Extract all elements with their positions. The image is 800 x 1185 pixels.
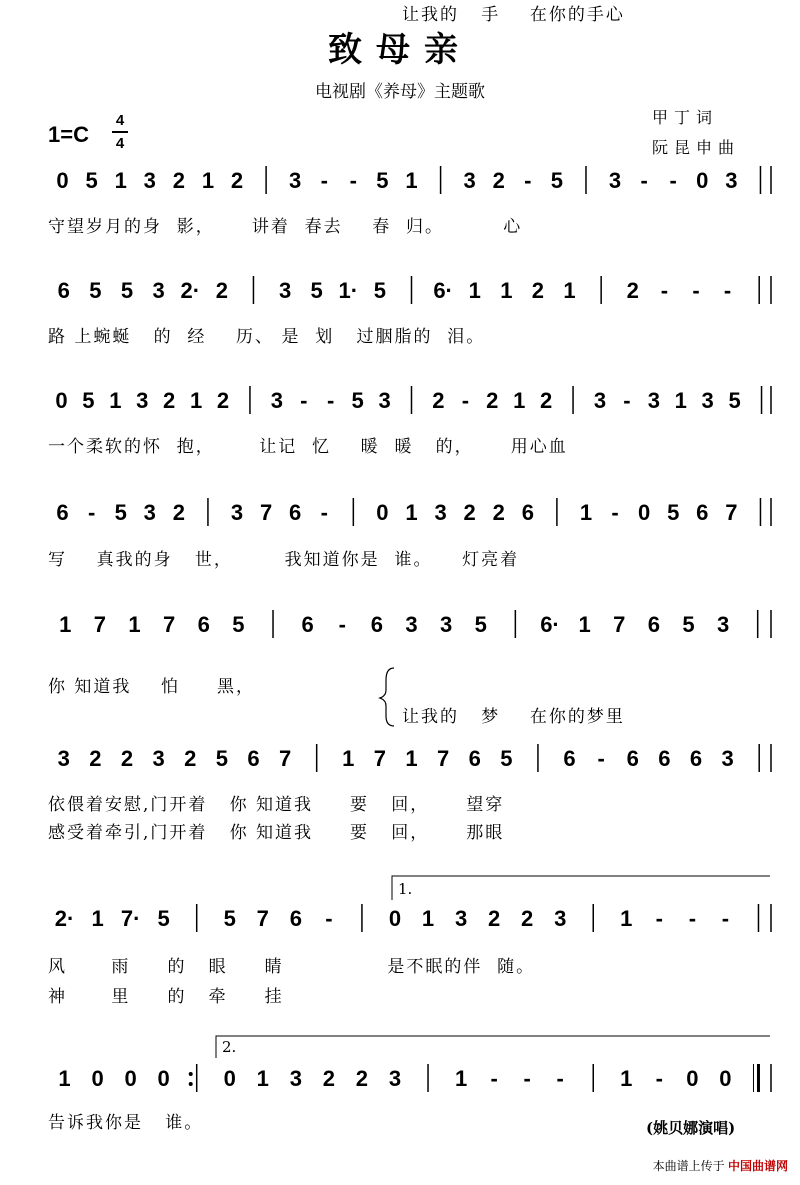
note: 5 [310, 278, 323, 303]
note: 1 [342, 746, 355, 771]
note: 0 [686, 1066, 699, 1091]
note: 5 [85, 168, 98, 193]
note: 1 [578, 612, 591, 637]
note: 2 [531, 278, 545, 303]
note: 2· [54, 906, 75, 931]
note: 5 [474, 612, 487, 637]
time-bottom: 4 [112, 131, 128, 154]
note: 0 [56, 168, 69, 193]
note: 0 [55, 388, 68, 413]
note: 1 [500, 278, 513, 303]
note: 5 [114, 500, 127, 525]
note: 3 [725, 168, 738, 193]
note: 1 [128, 612, 141, 637]
note: 1 [620, 1066, 633, 1091]
note: 2 [540, 388, 553, 413]
note: 1 [563, 278, 576, 303]
note: - [320, 500, 328, 525]
lyric-line: 依偎着安慰,门开着 你 知道我 要 回， 望穿 [48, 795, 505, 815]
note: 3 [143, 168, 156, 193]
note: 3 [647, 388, 660, 413]
note: 5 [82, 388, 95, 413]
note: 2 [486, 388, 499, 413]
note: 6 [689, 746, 703, 771]
note: - [655, 906, 664, 931]
note: 2 [432, 388, 445, 413]
note: 1 [59, 612, 72, 637]
note: 3 [701, 388, 714, 413]
lyric-brace [380, 668, 394, 726]
note: - [723, 278, 732, 303]
note: 6 [289, 500, 302, 525]
note: 6 [696, 500, 709, 525]
note: 5 [682, 612, 695, 637]
note: 7 [725, 500, 738, 525]
note: 3 [388, 1066, 402, 1091]
footer [653, 1157, 788, 1174]
note: - [338, 612, 346, 637]
note: 2 [163, 388, 176, 413]
note: 7 [93, 612, 107, 637]
repeat-dot [189, 1082, 193, 1086]
note: - [327, 388, 335, 413]
volta-1-label: 1. [398, 880, 413, 898]
note: 3 [721, 746, 734, 771]
note: 3 [152, 746, 165, 771]
volta-2-bracket [216, 1036, 770, 1058]
lyric-line: 路 上蜿蜒 的 经 历、 是 划 过胭脂的 泪。 [48, 327, 486, 347]
note: 3 [454, 906, 468, 931]
note: 1 [620, 906, 633, 931]
time-top: 4 [115, 112, 125, 129]
note: 0 [376, 500, 389, 525]
note: 1 [405, 168, 418, 193]
note: 6 [57, 278, 70, 303]
note: 6 [521, 500, 534, 525]
note: 1 [468, 278, 481, 303]
note: 3 [152, 278, 165, 303]
note: 1 [256, 1066, 269, 1091]
lyric-line: 让我的 手 在你的手心 [402, 5, 625, 25]
note: 5 [373, 278, 387, 303]
note: 7 [163, 612, 176, 637]
note: 2 [172, 168, 185, 193]
note: 5 [120, 278, 134, 303]
note: 7 [278, 746, 292, 771]
note: 0 [638, 500, 651, 525]
footer-prefix: 本曲谱上传于 [652, 1159, 725, 1173]
note: 3 [593, 388, 607, 413]
lyric-line: 让我的 梦 在你的梦里 [402, 707, 625, 727]
note: 3 [608, 168, 622, 193]
note: 6 [301, 612, 314, 637]
note: 2 [626, 278, 639, 303]
note: - [325, 906, 333, 931]
note: 3 [57, 746, 70, 771]
note: 6 [468, 746, 481, 771]
note: 6 [247, 746, 260, 771]
note: 2· [180, 278, 201, 303]
note: - [556, 1066, 564, 1091]
lyric-line: 风 雨 的 眼 睛 是不眠的伴 随。 [48, 957, 536, 977]
note: - [721, 906, 730, 931]
note: 3 [434, 500, 447, 525]
lyricist-credit: 甲丁词 [652, 108, 719, 127]
note: - [640, 168, 648, 193]
note: 3 [278, 278, 292, 303]
note: 0 [91, 1066, 104, 1091]
note: 2 [492, 500, 505, 525]
note: 0 [388, 906, 402, 931]
note: 7 [256, 906, 269, 931]
note: 1 [189, 388, 203, 413]
singer-credit: (姚贝娜演唱) [646, 1119, 736, 1137]
lyric-line: 你 知道我 怕 黑， [48, 677, 256, 697]
note: 3 [289, 168, 302, 193]
note: 2 [355, 1066, 369, 1091]
note: 2 [487, 906, 501, 931]
note: - [623, 388, 631, 413]
note: 6· [433, 278, 453, 303]
note: - [524, 168, 532, 193]
note: 0 [157, 1066, 170, 1091]
note: 7 [373, 746, 387, 771]
note: 2 [215, 278, 228, 303]
note: 6· [540, 612, 560, 637]
repeat-dot [189, 1072, 193, 1076]
volta-1-bracket [392, 876, 770, 900]
note: 6 [658, 746, 671, 771]
note: 7 [259, 500, 273, 525]
note: 6 [563, 746, 576, 771]
note: 5 [223, 906, 236, 931]
note: - [461, 388, 470, 413]
note: 1· [338, 278, 359, 303]
note: 1 [109, 388, 122, 413]
note: - [688, 906, 697, 931]
note: 5 [728, 388, 741, 413]
note: 2 [322, 1066, 336, 1091]
note: 6 [197, 612, 210, 637]
key-signature: 1=C [48, 122, 89, 147]
note: - [660, 278, 669, 303]
note: 2 [463, 500, 476, 525]
volta-2-label: 2. [222, 1038, 237, 1056]
note: 7 [436, 746, 450, 771]
note: 2 [230, 168, 244, 193]
note: 1 [201, 168, 215, 193]
note: 0 [223, 1066, 236, 1091]
note: - [611, 500, 619, 525]
note: 6 [647, 612, 660, 637]
note: 5 [232, 612, 245, 637]
note: 3 [270, 388, 283, 413]
lyric-line: 感受着牵引,门开着 你 知道我 要 回， 那眼 [48, 823, 505, 843]
note: 5 [157, 906, 170, 931]
note: 6 [56, 500, 69, 525]
note: 1 [454, 1066, 468, 1091]
note: 7· [120, 906, 141, 931]
note: 5 [376, 168, 389, 193]
footer-brand[interactable]: 中国曲谱网 [727, 1159, 788, 1173]
note: 6 [370, 612, 384, 637]
note: 1 [91, 906, 104, 931]
note: 3 [439, 612, 453, 637]
note: 6 [289, 906, 302, 931]
note: 0 [696, 168, 709, 193]
note: 1 [579, 500, 593, 525]
note: - [320, 168, 328, 193]
lyric-line: 一个柔软的怀 抱， 让记 忆 暖 暖 的， 用心血 [48, 437, 568, 457]
note: 1 [513, 388, 526, 413]
note: 5 [500, 746, 513, 771]
note: 3 [230, 500, 244, 525]
note: - [87, 500, 96, 525]
note: 3 [378, 388, 391, 413]
note: 3 [405, 612, 418, 637]
note: - [490, 1066, 498, 1091]
note: 2 [184, 746, 197, 771]
note: - [523, 1066, 531, 1091]
note: - [300, 388, 308, 413]
note: 3 [289, 1066, 302, 1091]
note: 5 [89, 278, 102, 303]
subtitle: 电视剧《养母》主题歌 [315, 82, 485, 102]
note: 1 [58, 1066, 71, 1091]
note: 5 [351, 388, 364, 413]
note: 3 [554, 906, 567, 931]
lyric-line: 神 里 的 牵 挂 [48, 987, 284, 1007]
note: 2 [120, 746, 134, 771]
note: 2 [521, 906, 534, 931]
lyric-line: 守望岁月的身 影， 讲着 春去 春 归。 心 [48, 217, 523, 237]
note: 3 [463, 168, 476, 193]
note: - [669, 168, 677, 193]
note: - [349, 168, 358, 193]
note: 1 [674, 388, 687, 413]
note: 2 [216, 388, 230, 413]
note: 1 [405, 746, 418, 771]
note: 5 [550, 168, 564, 193]
note: 3 [143, 500, 156, 525]
note: - [597, 746, 605, 771]
note: 0 [124, 1066, 137, 1091]
note: 7 [613, 612, 626, 637]
note: 0 [719, 1066, 732, 1091]
note: 6 [626, 746, 639, 771]
note: 1 [114, 168, 127, 193]
note: 5 [215, 746, 228, 771]
lyric-line: 写 真我的身 世， 我知道你是 谁。 灯亮着 [48, 550, 520, 570]
note: 2 [89, 746, 102, 771]
lyric-line: 告诉我你是 谁。 [48, 1113, 204, 1133]
note: 3 [136, 388, 149, 413]
page-title: 致母亲 [328, 30, 472, 70]
note: 1 [421, 906, 435, 931]
note: 3 [716, 612, 730, 637]
note: 1 [405, 500, 418, 525]
composer-credit: 阮昆申曲 [652, 138, 741, 157]
note: 5 [667, 500, 680, 525]
note: 2 [492, 168, 505, 193]
note: 2 [172, 500, 185, 525]
note: - [692, 278, 700, 303]
note: - [655, 1066, 664, 1091]
